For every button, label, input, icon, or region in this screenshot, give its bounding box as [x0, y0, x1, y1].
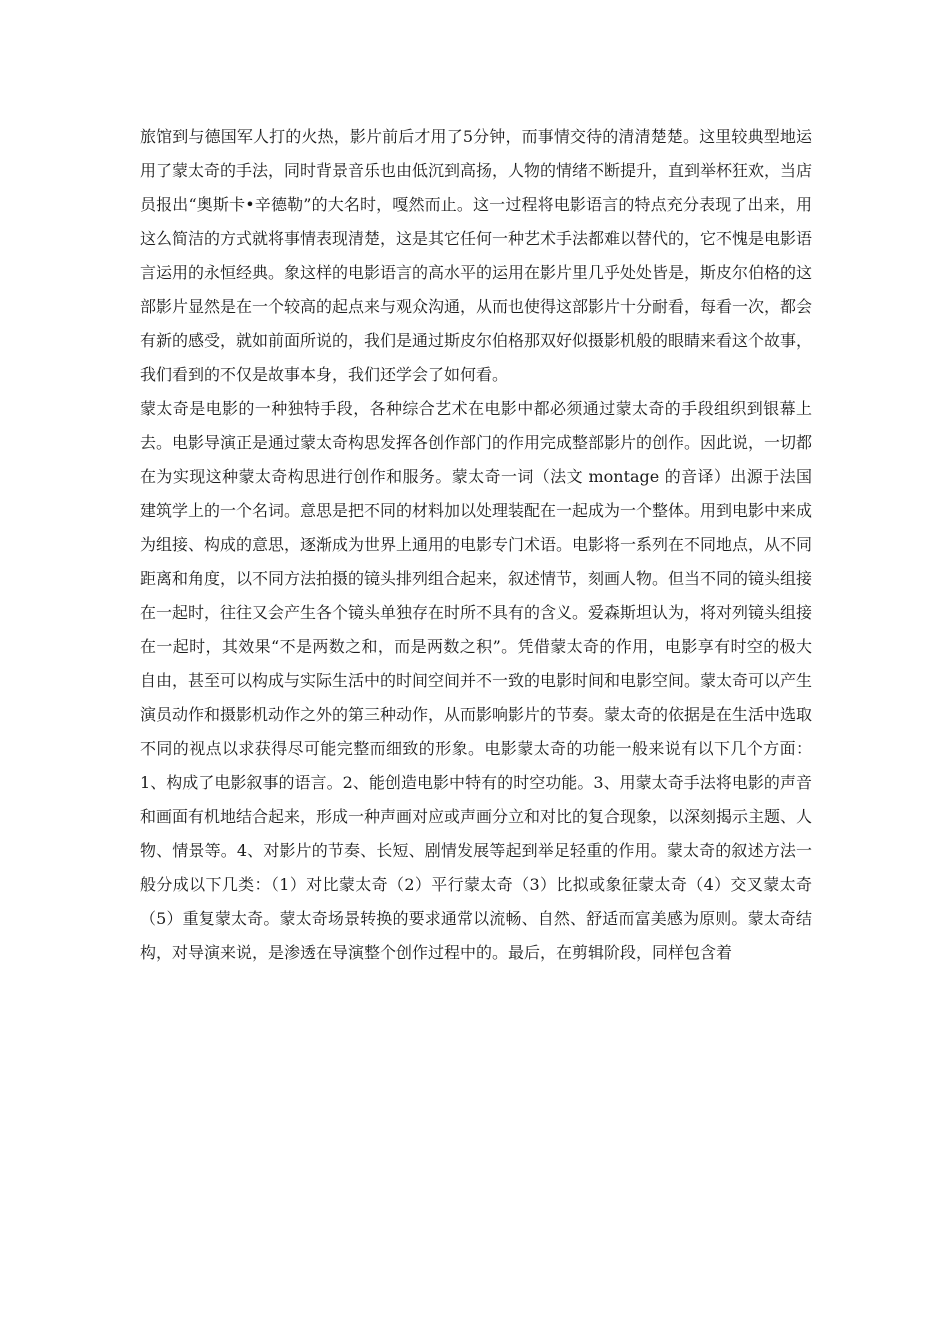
paragraph-schindler-montage: 旅馆到与德国军人打的火热，影片前后才用了5分钟，而事情交待的清清楚楚。这里较典型地运用了蒙太奇的手法，同时背景音乐也由低沉到高扬，人物的情绪不断提升，直到举杯狂欢，当店员报出“奥斯卡•辛德勒”的大名时，嘎然而止。这一过程将电影语言的特点充分表现了出来，用这么简洁的方式就将事情表现清楚，这是其它任何一种艺术手法都难以替代的，它不愧是电影语言运用的永恒经典。象这样的电影语言的高水平的运用在影片里几乎处处皆是，斯皮尔伯格的这部影片显然是在一个较高的起点来与观众沟通，从而也使得这部影片十分耐看，每看一次，都会有新的感受，就如前面所说的，我们是通过斯皮尔伯格那双好似摄影机般的眼睛来看这个故事，我们看到的不仅是故事本身，我们还学会了如何看。: [140, 127, 813, 384]
paragraph-montage-definition: 蒙太奇是电影的一种独特手段，各种综合艺术在电影中都必须通过蒙太奇的手段组织到银幕上去。电影导演正是通过蒙太奇构思发挥各创作部门的作用完成整部影片的创作。因此说，一切都在为实现这种蒙太奇构思进行创作和服务。蒙太奇一词（法文 montage 的音译）出源于法国建筑学上的一个名词。意思是把不同的材料加以处理装配在一起成为一个整体。用到电影中来成为组接、构成的意思，逐渐成为世界上通用的电影专门术语。电影将一系列在不同地点，从不同距离和角度，以不同方法拍摄的镜头排列组合起来，叙述情节，刻画人物。但当不同的镜头组接在一起时，往往又会产生各个镜头单独存在时所不具有的含义。爱森斯坦认为，将对列镜头组接在一起时，其效果“不是两数之和，而是两数之积”。凭借蒙太奇的作用，电影享有时空的极大自由，甚至可以构成与实际生活中的时间空间并不一致的电影时间和电影空间。蒙太奇可以产生演员动作和摄影机动作之外的第三种动作，从而影响影片的节奏。蒙太奇的依据是在生活中选取不同的视点以求获得尽可能完整而细致的形象。电影蒙太奇的功能一般来说有以下几个方面：1、构成了电影叙事的语言。2、能创造电影中特有的时空功能。3、用蒙太奇手法将电影的声音和画面有机地结合起来，形成一种声画对应或声画分立和对比的复合现象，以深刻揭示主题、人物、情景等。4、对影片的节奏、长短、剧情发展等起到举足轻重的作用。蒙太奇的叙述方法一般分成以下几类：（1）对比蒙太奇（2）平行蒙太奇（3）比拟或象征蒙太奇（4）交叉蒙太奇（5）重复蒙太奇。蒙太奇场景转换的要求通常以流畅、自然、舒适而富美感为原则。蒙太奇结构，对导演来说，是渗透在导演整个创作过程中的。最后，在剪辑阶段，同样包含着: [140, 399, 813, 962]
document-body: [140, 120, 812, 970]
